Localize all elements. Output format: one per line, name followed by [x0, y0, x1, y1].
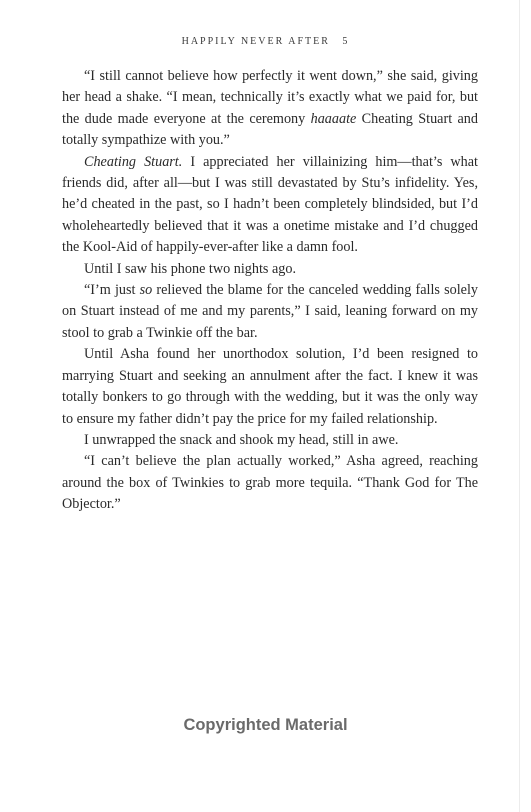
paragraph: [62, 259, 478, 280]
text-run: Until Asha found her unorthodox solution, I’d been resigned to marrying Stuart and seeking an annulment after the fact. I knew it was totally bonkers to go through with the wedding, but it was the only way to ensure my father didn’t pay the price for my failed relationship.: [62, 346, 478, 427]
text-run: Until I saw his phone two nights ago.: [84, 260, 297, 277]
text-run: I appreciated her villainizing him—that’s what friends did, after all—but I was still devastated by Stu’s infidelity. Yes, he’d cheated in the past, so I hadn’t been completely blindsided, but I’d wholeheartedly believed that it was a onetime mistake and I’d chugged the Kool-Aid of happily-ever-after like a damn fool.: [62, 153, 478, 256]
text-run: relieved the blame for the canceled wedding falls solely on Stuart instead of me and my parents,” I said, leaning forward on my stool to grab a Twinkie off the bar.: [62, 282, 479, 341]
body-text: [62, 66, 478, 516]
italic-text: haaaate: [310, 110, 357, 127]
paragraph: [62, 280, 478, 344]
text-run: “I still cannot believe how perfectly it went down,” she said, giving her head a shake. “I mean, technically it’s exactly what we paid for, but the dude made everyone at the ceremony: [62, 68, 478, 127]
paragraph: [62, 344, 478, 430]
page-edge-divider: [519, 0, 520, 812]
running-head-title: HAPPILY NEVER AFTER: [181, 36, 330, 47]
italic-text: so: [139, 282, 153, 299]
copyright-watermark: Copyrighted Material: [183, 716, 348, 734]
italic-text: Cheating Stuart.: [84, 153, 183, 170]
text-run: Cheating Stuart and totally sympathize with you.”: [62, 110, 478, 149]
paragraph: [62, 66, 478, 152]
text-run: “I can’t believe the plan actually worked,” Asha agreed, reaching around the box of Twinkies to grab more tequila. “Thank God for The Objector.”: [62, 453, 478, 513]
text-run: “I’m just: [84, 282, 140, 299]
running-head: [0, 36, 531, 47]
paragraph: [62, 451, 478, 515]
paragraph: [62, 152, 478, 259]
text-run: I unwrapped the snack and shook my head, still in awe.: [84, 431, 399, 448]
page-number: 5: [342, 36, 350, 47]
paragraph: [62, 430, 478, 451]
